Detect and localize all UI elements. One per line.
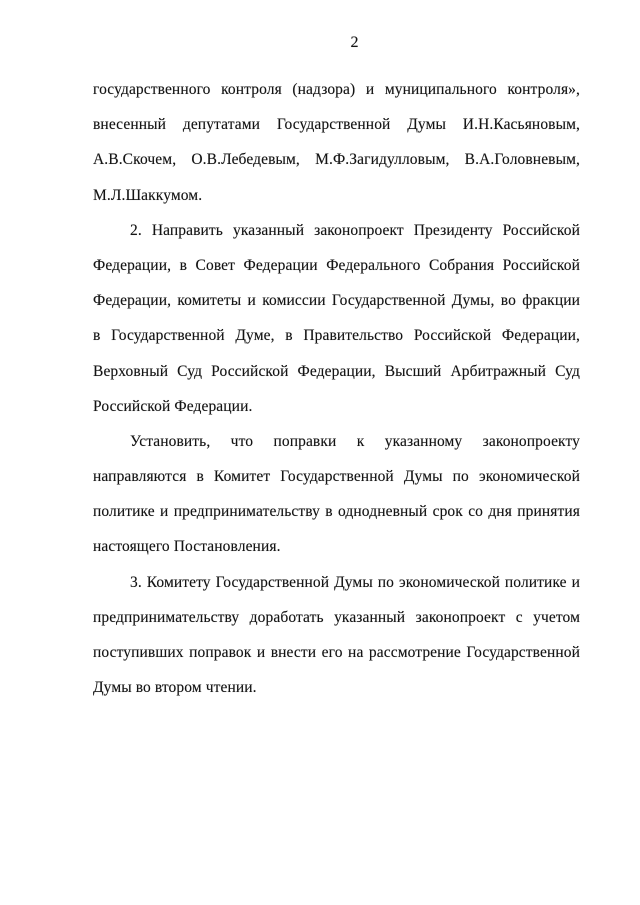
text-line: политике и предпринимательству в однодневный срок со дня принятия [93,503,580,521]
text-line: Федерации, комитеты и комиссии Государственной Думы, во фракции [93,292,580,310]
text-line: внесенный депутатами Государственной Думы И.Н.Касьяновым, [93,116,580,134]
text-line: направляются в Комитет Государственной Думы по экономической [93,468,580,486]
paragraph-3 [93,424,580,565]
paragraph-4 [93,565,580,706]
text-line: Верховный Суд Российской Федерации, Высший Арбитражный Суд [93,362,580,380]
text-line: 2. Направить указанный законопроект Президенту Российской [130,221,580,239]
text-line: Установить, что поправки к указанному законопроекту [130,432,580,450]
paragraph-2 [93,213,580,424]
text-line: Думы во втором чтении. [93,679,257,697]
text-line: в Государственной Думе, в Правительство Российской Федерации, [93,327,580,345]
text-line: Российской Федерации. [93,397,253,415]
text-line: предпринимательству доработать указанный законопроект с учетом [93,608,580,626]
text-line: Федерации, в Совет Федерации Федерального Собрания Российской [93,256,580,274]
text-line: государственного контроля (надзора) и муниципального контроля», [93,81,580,98]
text-block [93,72,580,705]
text-line: поступивших поправок и внести его на рассмотрение Государственной [93,644,580,661]
page-number: 2 [350,34,359,51]
text-line: 3. Комитету Государственной Думы по экономической политике и [130,573,580,591]
text-line: А.В.Скочем, О.В.Лебедевым, М.Ф.Загидулловым, В.А.Головневым, [93,151,580,169]
text-line: настоящего Постановления. [93,538,281,556]
text-line: М.Л.Шаккумом. [93,186,203,204]
paragraph-1 [93,72,580,213]
